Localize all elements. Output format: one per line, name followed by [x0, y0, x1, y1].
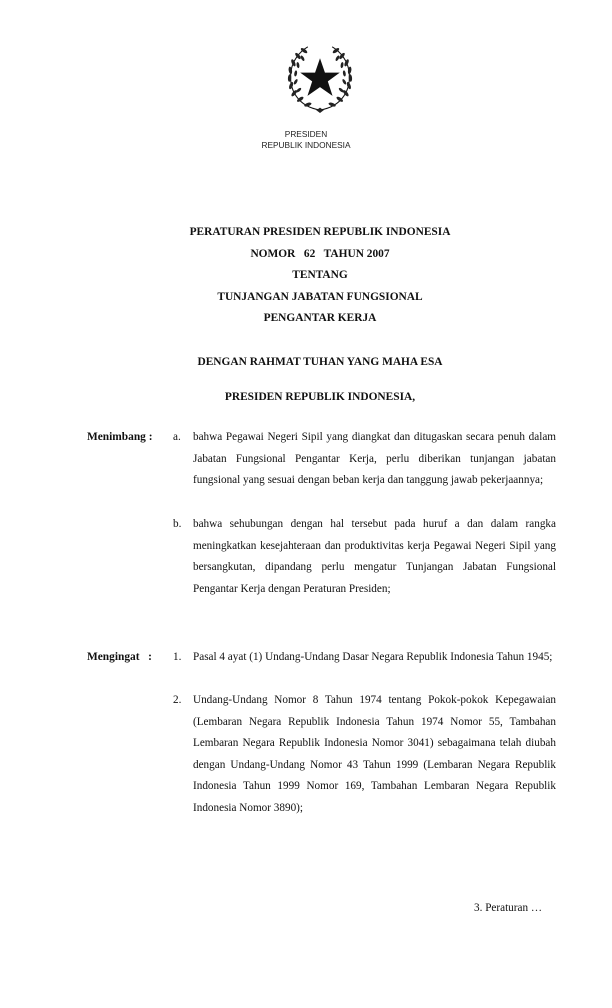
title-line-3: TENTANG: [292, 269, 348, 281]
document-title: [0, 222, 612, 330]
list-item-text: Undang-Undang Nomor 8 Tahun 1974 tentang Pokok-pokok Kepegawaian (Lembaran Negara Republik Indonesia Tahun 1974 Nomor 55, Tambahan Lembaran Negara Republik Indonesia Nomor 3041) sebagaimana telah diubah dengan Undang-Undang Nomor 43 Tahun 1999 (Lembaran Negara Republik Indonesia Tahun 1999 Nomor 169, Tambahan Lembaran Negara Republik Indonesia Nomor 3890);: [193, 694, 556, 814]
menimbang-label: Menimbang :: [87, 431, 153, 443]
title-line-2: NOMOR 62 TAHUN 2007: [250, 247, 390, 260]
list-marker: a.: [173, 431, 181, 443]
emblem-caption: [0, 129, 612, 150]
emblem-caption-line2: REPUBLIK INDONESIA: [261, 139, 351, 150]
title-line-1: PERATURAN PRESIDEN REPUBLIK INDONESIA: [189, 226, 451, 238]
list-marker: 1.: [173, 651, 182, 663]
blessing-line: DENGAN RAHMAT TUHAN YANG MAHA ESA: [197, 356, 443, 368]
page-continuation: 3. Peraturan …: [474, 902, 543, 914]
mengingat-item-1: [173, 647, 556, 669]
list-marker: b.: [173, 518, 182, 530]
mengingat-item-2: [173, 690, 556, 820]
list-marker: 2.: [173, 694, 182, 706]
mengingat-label: Mengingat :: [87, 651, 152, 663]
emblem-caption-line1: PRESIDEN: [284, 129, 328, 139]
title-line-5: PENGANTAR KERJA: [263, 312, 377, 324]
president-line: PRESIDEN REPUBLIK INDONESIA,: [224, 391, 416, 403]
garuda-emblem-icon: [282, 40, 358, 116]
title-line-4: TUNJANGAN JABATAN FUNGSIONAL: [217, 290, 423, 303]
list-item-text: bahwa sehubungan dengan hal tersebut pada huruf a dan dalam rangka meningkatkan kesejahteraan dan produktivitas kerja Pegawai Negeri Sipil yang bersangkutan, dipandang perlu mengatur Tunjangan Jabatan Fungsional Pengantar Kerja dengan Peraturan Presiden;: [193, 518, 556, 595]
menimbang-item-b: [173, 514, 556, 600]
list-item-text: Pasal 4 ayat (1) Undang-Undang Dasar Negara Republik Indonesia Tahun 1945;: [193, 651, 553, 663]
menimbang-item-a: [173, 427, 556, 492]
list-item-text: bahwa Pegawai Negeri Sipil yang diangkat dan ditugaskan secara penuh dalam Jabatan Fungsional Pengantar Kerja, perlu diberikan tunjangan jabatan fungsional yang sesuai dengan beban kerja dan tanggung jawab pekerjaannya;: [193, 431, 556, 487]
